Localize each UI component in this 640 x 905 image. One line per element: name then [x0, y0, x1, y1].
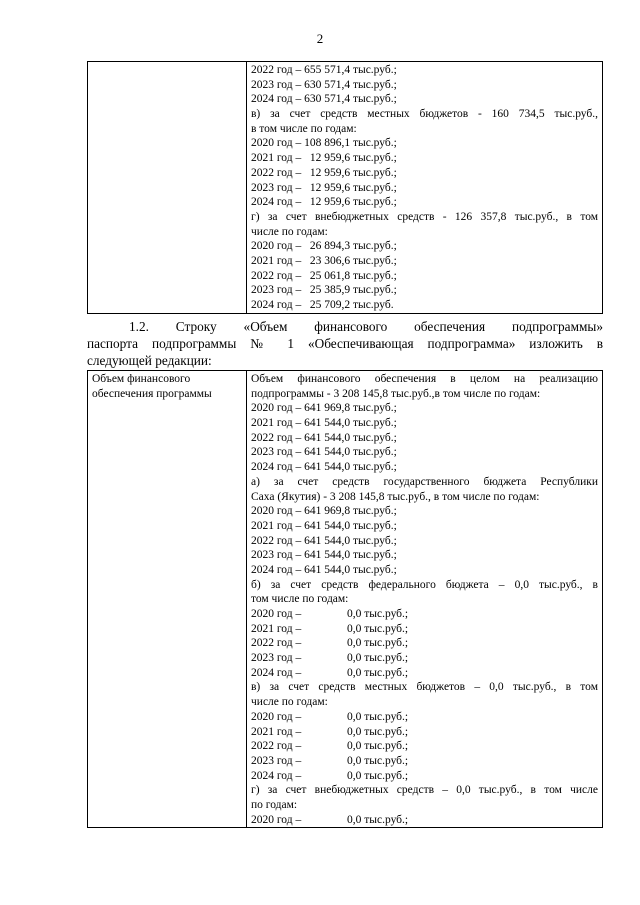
year-value: 0,0 тыс.руб.;: [347, 754, 409, 767]
table-line: 2021 год – 12 959,6 тыс.руб.;: [251, 152, 397, 165]
row-label-line: Объем финансового: [92, 373, 191, 385]
table-line: 2022 год – 25 061,8 тыс.руб.;: [251, 269, 397, 282]
year-value: 0,0 тыс.руб.;: [347, 740, 409, 753]
year-row: [251, 636, 598, 651]
year-label: 2023 год –: [251, 652, 302, 665]
table-line: г) за счет внебюджетных средств – 0,0 тыс.руб., в том числе: [251, 784, 598, 797]
year-label: 2021 год –: [251, 725, 302, 738]
paragraph-line: паспорта подпрограммы № 1 «Обеспечивающая подпрограмма» изложить в: [87, 336, 603, 351]
year-value: 0,0 тыс.руб.;: [347, 652, 409, 665]
table-line: 2022 год – 655 571,4 тыс.руб.;: [251, 64, 397, 76]
table-line: в том числе по годам:: [251, 122, 357, 135]
table-line: 2023 год – 641 544,0 тыс.руб.;: [251, 549, 397, 562]
table-line: 2024 год – 630 571,4 тыс.руб.;: [251, 93, 397, 106]
year-value: 0,0 тыс.руб.;: [347, 769, 409, 782]
financing-table-continued: [87, 61, 603, 314]
table-row: [88, 371, 603, 828]
year-row: [251, 651, 598, 666]
year-value: 0,0 тыс.руб.;: [347, 622, 409, 635]
year-row: [251, 710, 598, 725]
year-label: 2024 год –: [251, 769, 302, 782]
table-line: а) за счет средств государственного бюджета Республики: [251, 475, 598, 488]
year-row: [251, 725, 598, 740]
table-line: Саха (Якутия) - 3 208 145,8 тыс.руб., в том числе по годам:: [251, 490, 540, 503]
paragraph-line: 1.2. Строку «Объем финансового обеспечения подпрограммы»: [129, 319, 603, 334]
table-line: 2024 год – 12 959,6 тыс.руб.;: [251, 196, 397, 209]
table-line: 2024 год – 25 709,2 тыс.руб.: [251, 299, 394, 311]
year-label: 2020 год –: [251, 608, 302, 620]
table-line: по годам:: [251, 798, 298, 811]
table-line: числе по годам:: [251, 225, 328, 238]
table-line: 2020 год – 108 896,1 тыс.руб.;: [251, 137, 397, 150]
table-line: 2020 год – 641 969,8 тыс.руб.;: [251, 402, 397, 415]
table-line: 2024 год – 641 544,0 тыс.руб.;: [251, 563, 397, 576]
table-line: 2022 год – 641 544,0 тыс.руб.;: [251, 431, 397, 444]
year-row: [251, 739, 598, 754]
table-line: 2023 год – 25 385,9 тыс.руб.;: [251, 284, 397, 297]
year-label: 2020 год –: [251, 710, 302, 723]
table-line: подпрограммы - 3 208 145,8 тыс.руб.,в том числе по годам:: [251, 387, 541, 400]
table-line: б) за счет средств федерального бюджета – 0,0 тыс.руб., в: [251, 578, 598, 591]
table-cell-left: [88, 62, 247, 314]
year-row: [251, 769, 598, 784]
table-line: 2023 год – 630 571,4 тыс.руб.;: [251, 78, 397, 91]
year-row: [251, 622, 598, 637]
table-line: в) за счет средств местных бюджетов – 0,0 тыс.руб., в том: [251, 681, 598, 694]
table-line: 2021 год – 23 306,6 тыс.руб.;: [251, 254, 397, 267]
year-label: 2022 год –: [251, 740, 302, 753]
table-line: 2022 год – 641 544,0 тыс.руб.;: [251, 534, 397, 547]
year-row: [251, 666, 598, 681]
table-cell-right: [247, 371, 603, 828]
table-line: 2023 год – 12 959,6 тыс.руб.;: [251, 181, 397, 194]
table-line: г) за счет внебюджетных средств - 126 357,8 тыс.руб., в том: [251, 210, 598, 223]
table-line: 2022 год – 12 959,6 тыс.руб.;: [251, 166, 397, 179]
amendment-paragraph: [87, 318, 603, 369]
table-line: Объем финансового обеспечения в целом на реализацию: [251, 373, 598, 385]
year-value: 0,0 тыс.руб.;: [347, 725, 409, 738]
year-row: [251, 607, 598, 622]
table-line: 2020 год – 26 894,3 тыс.руб.;: [251, 240, 397, 253]
table-line: 2024 год – 641 544,0 тыс.руб.;: [251, 461, 397, 474]
table-line: в) за счет средств местных бюджетов - 160 734,5 тыс.руб.,: [251, 108, 598, 121]
row-label-line: обеспечения программы: [92, 387, 212, 400]
table-line: 2021 год – 641 544,0 тыс.руб.;: [251, 519, 397, 532]
year-label: 2022 год –: [251, 637, 302, 650]
page-number: 2: [316, 31, 324, 46]
paragraph-line: следующей редакции:: [87, 353, 212, 368]
table-line: 2020 год – 641 969,8 тыс.руб.;: [251, 505, 397, 518]
year-label: 2021 год –: [251, 622, 302, 635]
table-line: числе по годам:: [251, 696, 328, 709]
table-cell-right: [247, 62, 603, 314]
year-value: 0,0 тыс.руб.;: [347, 666, 409, 679]
year-value: 0,0 тыс.руб.;: [347, 608, 409, 620]
year-label: 2020 год –: [251, 813, 302, 826]
table-line: 2021 год – 641 544,0 тыс.руб.;: [251, 417, 397, 430]
table-row: [88, 62, 603, 314]
year-row: [251, 754, 598, 769]
table-line: 2023 год – 641 544,0 тыс.руб.;: [251, 446, 397, 459]
financing-table: [87, 370, 603, 828]
year-label: 2024 год –: [251, 666, 302, 679]
table-line: том числе по годам:: [251, 593, 349, 606]
year-value: 0,0 тыс.руб.;: [347, 637, 409, 650]
year-value: 0,0 тыс.руб.;: [347, 813, 409, 826]
table-cell-left: [88, 371, 247, 828]
year-value: 0,0 тыс.руб.;: [347, 710, 409, 723]
year-row: [251, 813, 598, 828]
year-label: 2023 год –: [251, 754, 302, 767]
